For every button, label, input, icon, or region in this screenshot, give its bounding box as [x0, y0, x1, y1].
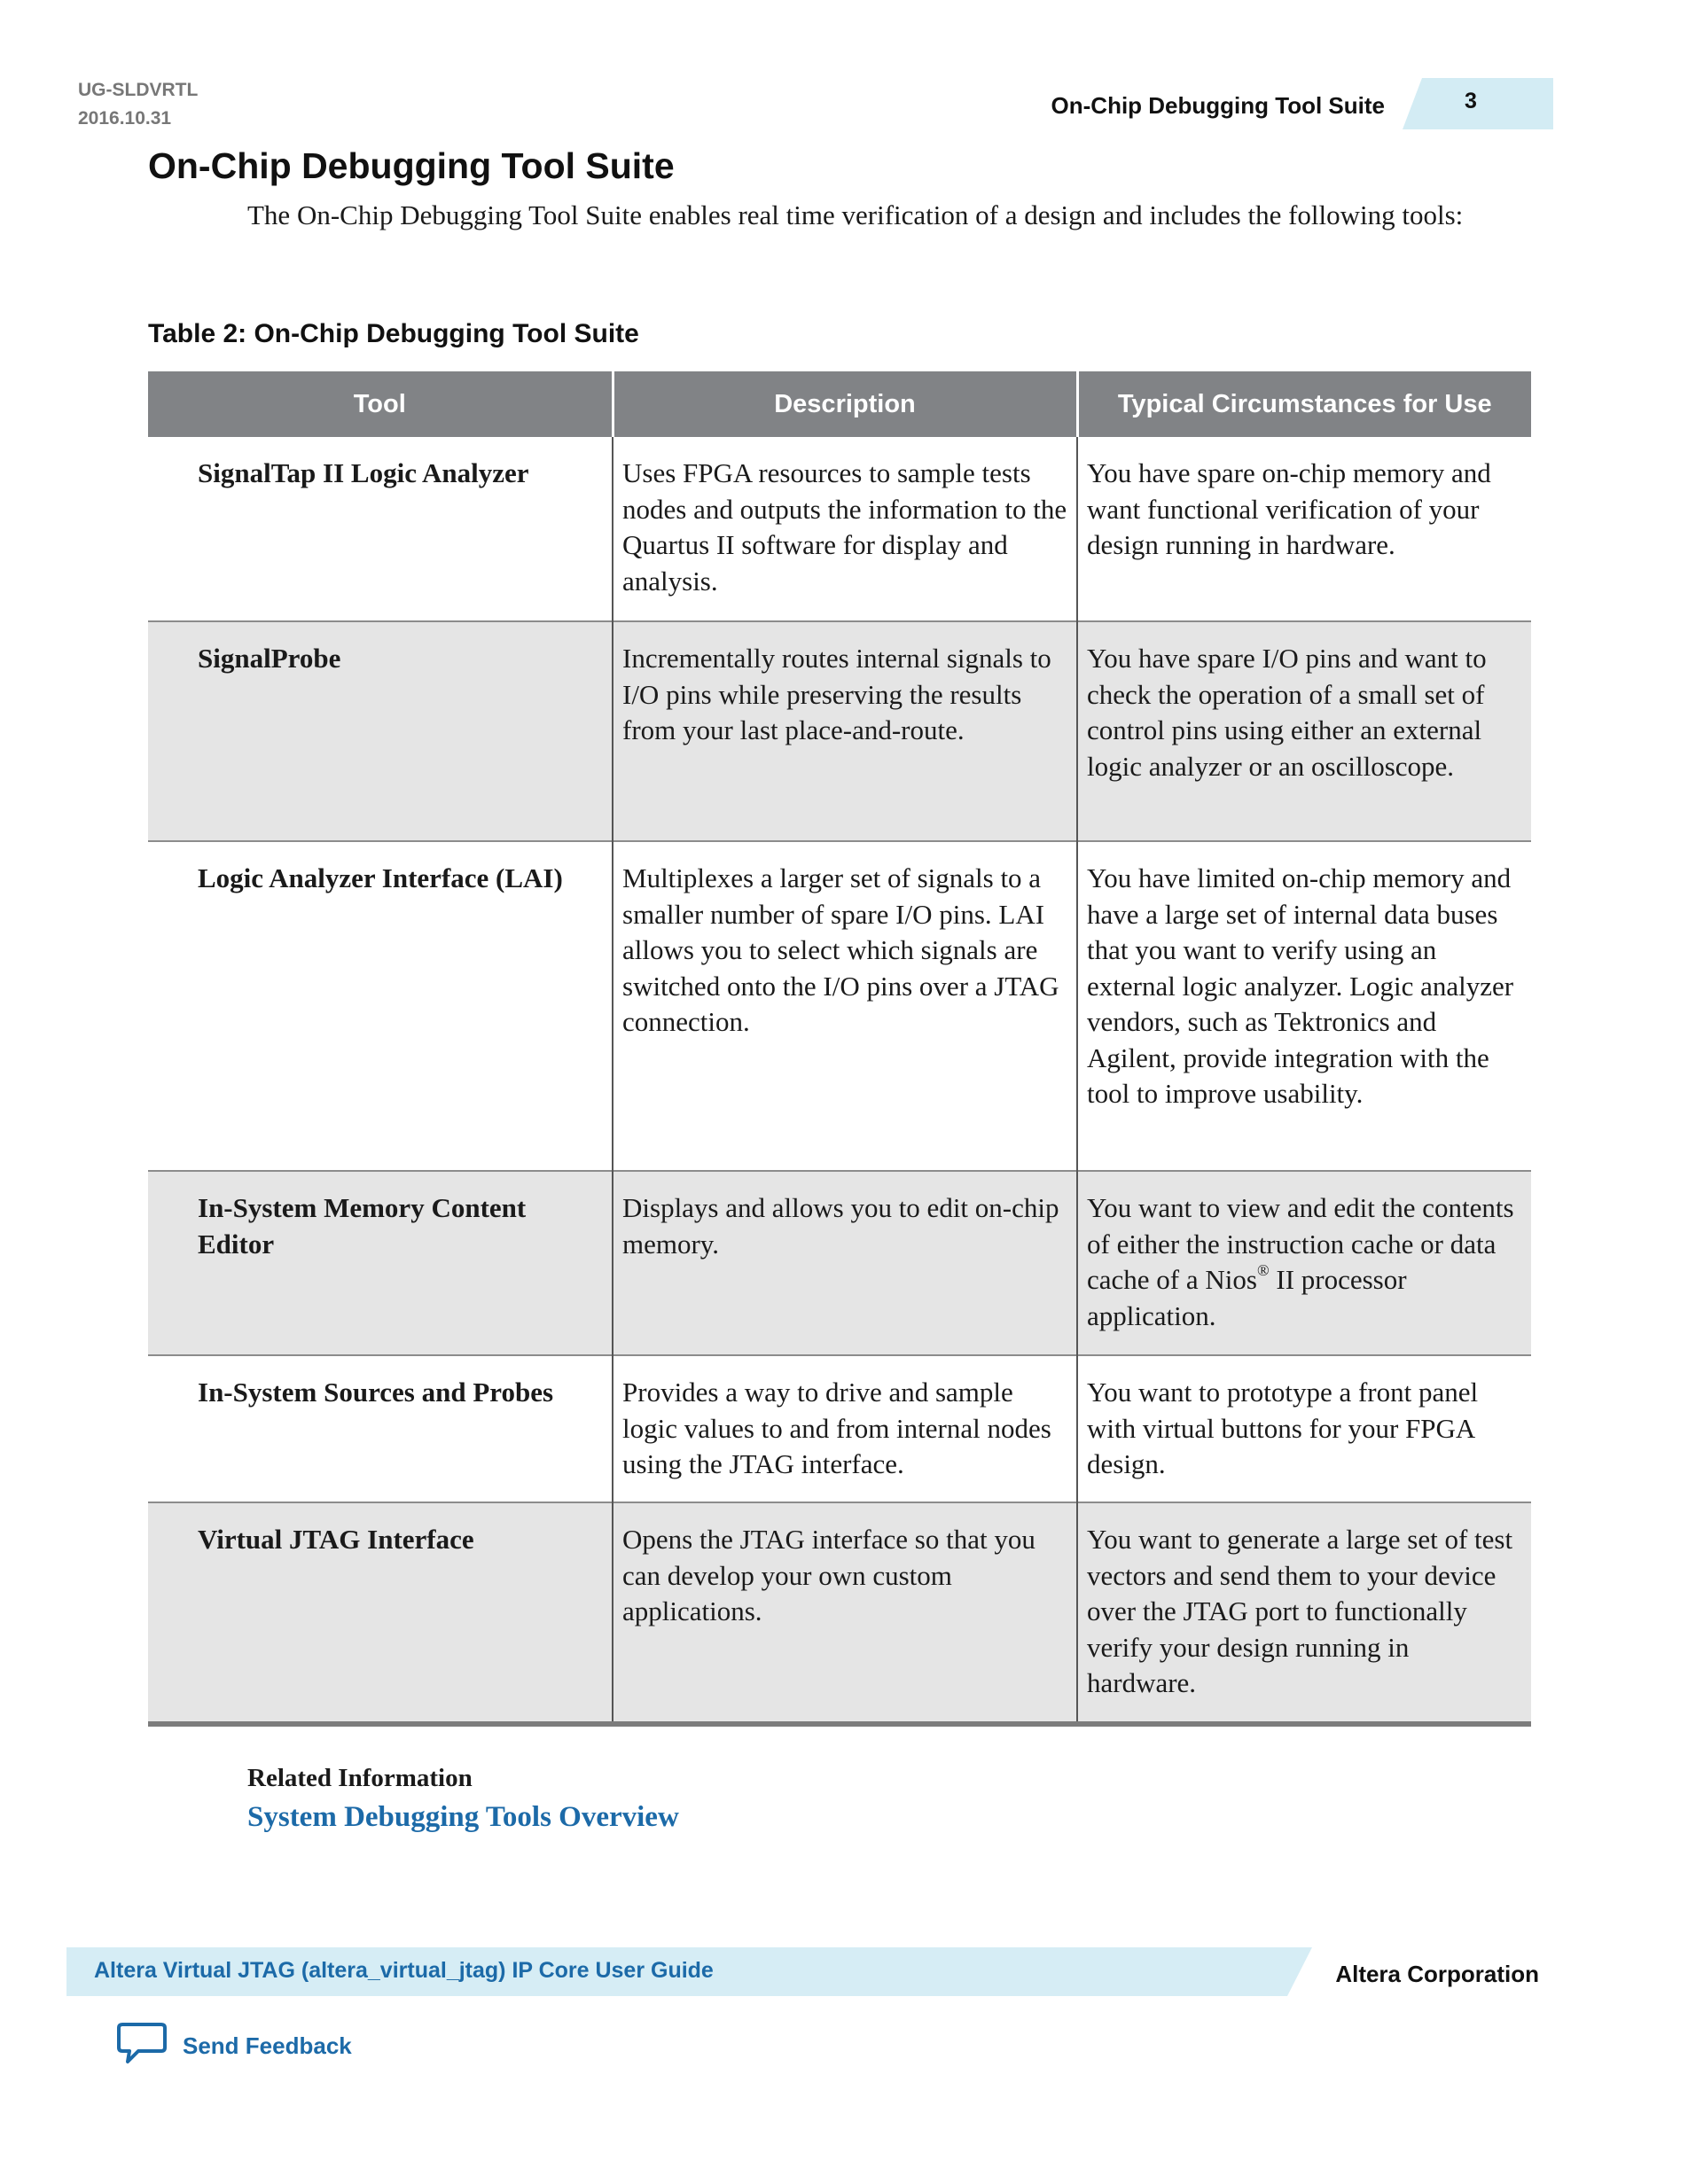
- tool-suite-table: [148, 371, 1531, 1727]
- related-information-label: Related Information: [247, 1764, 473, 1792]
- tool-name-cell: In-System Sources and Probes: [148, 1355, 613, 1502]
- system-debugging-tools-overview-link[interactable]: System Debugging Tools Overview: [247, 1801, 679, 1833]
- description-cell: Opens the JTAG interface so that you can develop your own custom applications.: [613, 1502, 1077, 1724]
- tool-name-cell: Logic Analyzer Interface (LAI): [148, 841, 613, 1171]
- description-cell: Incrementally routes internal signals to I/O pins while preserving the results from your last place-and-route.: [613, 621, 1077, 841]
- intro-paragraph: The On-Chip Debugging Tool Suite enables real time verification of a design and includes the following tools:: [247, 199, 1464, 230]
- speech-bubble-icon: [115, 2021, 168, 2071]
- doc-code: UG-SLDVRTL: [78, 80, 199, 100]
- use-cell: You have spare on-chip memory and want functional verification of your design running in hardware.: [1077, 437, 1531, 621]
- description-cell: Displays and allows you to edit on-chip memory.: [613, 1171, 1077, 1355]
- tool-name-cell: In-System Memory Content Editor: [148, 1171, 613, 1355]
- running-title: On-Chip Debugging Tool Suite: [1051, 92, 1385, 119]
- use-text-end: II processor application.: [1087, 1264, 1407, 1331]
- send-feedback-button[interactable]: [115, 2021, 352, 2071]
- table-caption: Table 2: On-Chip Debugging Tool Suite: [148, 319, 639, 348]
- description-cell: Multiplexes a larger set of signals to a smaller number of spare I/O pins. LAI allows you to select which signals are switched onto the I/O pins over a JTAG connection.: [613, 841, 1077, 1171]
- document-id: [78, 76, 198, 133]
- use-cell: You have spare I/O pins and want to check the operation of a small set of control pins using either an external logic analyzer or an oscilloscope.: [1077, 621, 1531, 841]
- use-cell: You have limited on-chip memory and have a large set of internal data buses that you want to verify using an external logic analyzer. Logic analyzer vendors, such as Tektronics and Agilent, provide integration with the tool to improve usability.: [1077, 841, 1531, 1171]
- footer-corporation: Altera Corporation: [1335, 1961, 1539, 1987]
- page-number: 3: [1465, 89, 1477, 113]
- column-header-use: Typical Circumstances for Use: [1077, 371, 1531, 437]
- use-cell: You want to generate a large set of test vectors and send them to your device over the JTAG port to functionally verify your design running in hardware.: [1077, 1502, 1531, 1724]
- registered-mark: ®: [1256, 1260, 1270, 1279]
- use-cell: [1077, 1171, 1531, 1355]
- footer-guide-title: Altera Virtual JTAG (altera_virtual_jtag) IP Core User Guide: [94, 1958, 714, 1983]
- tool-name-cell: SignalTap II Logic Analyzer: [198, 457, 529, 488]
- send-feedback-label: Send Feedback: [183, 2032, 352, 2059]
- doc-date: 2016.10.31: [78, 108, 172, 129]
- table-row: [148, 1171, 1531, 1355]
- tool-name-cell: SignalProbe: [148, 621, 613, 841]
- use-text-start: You want to view and edit the contents of either the instruction cache or data cache of a Nios: [1087, 1192, 1514, 1295]
- table-row: [148, 437, 1531, 621]
- tool-name-cell: Virtual JTAG Interface: [148, 1502, 613, 1724]
- table-row: [148, 1502, 1531, 1724]
- use-cell: You want to prototype a front panel with virtual buttons for your FPGA design.: [1077, 1355, 1531, 1502]
- table-row: [148, 841, 1531, 1171]
- description-cell: Uses FPGA resources to sample tests nodes and outputs the information to the Quartus II software for display and analysis.: [613, 437, 1077, 621]
- table-header-row: [148, 371, 1531, 437]
- table-row: [148, 621, 1531, 841]
- column-header-description: Description: [613, 371, 1077, 437]
- section-title: On-Chip Debugging Tool Suite: [148, 145, 675, 186]
- table-row: [148, 1355, 1531, 1502]
- description-cell: Provides a way to drive and sample logic values to and from internal nodes using the JTAG interface.: [613, 1355, 1077, 1502]
- column-header-tool: Tool: [148, 371, 613, 437]
- page-number-tab: [1403, 78, 1553, 129]
